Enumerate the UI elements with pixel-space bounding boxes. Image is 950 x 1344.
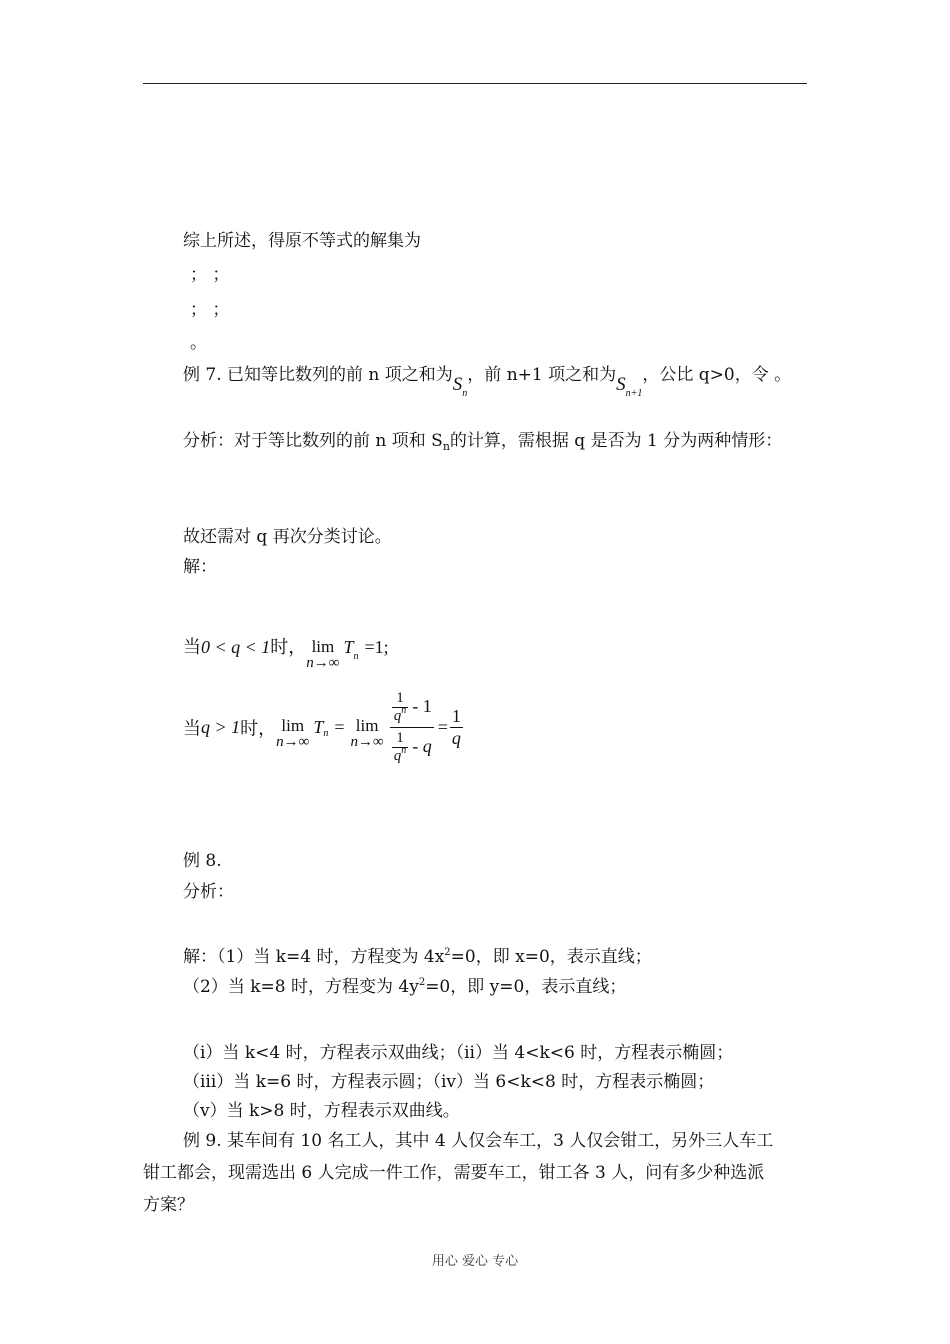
solution-8-line-2 [183,976,626,1001]
num-inner-top: 1 [392,690,409,708]
sn1-subscript: n+1 [625,388,643,399]
case-1-limit [306,639,339,671]
summary-text: 综上所述，得原不等式的解集为 [183,231,421,251]
den-inner-bottom [392,745,409,765]
analysis-7-text: 分析：对于等比数列的前 n 项和 S [183,431,443,451]
case-2-lim-word: lim [281,715,305,735]
num-inner-q: q [393,708,402,724]
den-inner-top: 1 [392,730,409,748]
num-inner-fraction [392,690,409,725]
case-8-line-1: （i）当 k<4 时，方程表示双曲线；（ii）当 4<k<6 时，方程表示椭圆； [183,1043,734,1063]
case-1-lim-word: lim [311,637,335,656]
solve-7-label: 解： [183,557,217,577]
case-2-equals-2: = [437,717,448,737]
analysis-7-subscript: n [442,440,450,453]
case-2-denominator [390,728,434,765]
case-2-formula [183,690,463,765]
sn-symbol [452,374,468,399]
case-1-condition: 0 < q < 1 [201,637,271,658]
case-1-lim-sub: n→∞ [306,655,340,671]
semicolon-line-1: ； ； [190,265,230,285]
den-inner-fraction [392,730,409,765]
case-1-result: =1; [364,637,389,658]
num-minus-one: - 1 [412,695,432,716]
den-minus-q: - q [412,735,432,756]
case-2-t: T [313,717,324,737]
result-denominator: q [451,728,461,748]
analysis-7 [183,430,782,454]
case-2-lim-sub: n→∞ [276,733,310,750]
case-8-line-2: （iii）当 k=6 时，方程表示圆；（iv）当 6<k<8 时，方程表示椭圆； [183,1072,715,1092]
sn1-symbol [616,374,643,399]
sol8-line2-rest: =0，即 y=0，表示直线； [425,977,627,997]
case-2-equals: = [334,717,345,737]
case-2-t-sub: n [323,728,329,739]
den-inner-q: q [393,748,402,764]
sn1-letter: S [616,374,626,395]
analysis-8-label: 分析： [183,882,234,902]
case-1-t-sub: n [353,651,359,663]
semicolon-line-2: ； ； [190,300,230,320]
example-9-line-1: 例 9. 某车间有 10 名工人，其中 4 人仅会车工，3 人仅会钳工，另外三人车工 [183,1131,774,1151]
case-8-line-3: （v）当 k>8 时，方程表示双曲线。 [183,1101,460,1121]
sol8-line1-sup: 2 [444,947,451,958]
num-inner-sup: n [401,705,407,716]
case-2-big-fraction [390,690,434,765]
period-line: 。 [190,333,207,353]
case-2-result-fraction [450,706,463,749]
example-8-label: 例 8. [183,851,222,871]
example-7-text-a: 例 7. 已知等比数列的前 n 项之和为 [183,365,453,385]
example-9-line-3: 方案？ [143,1195,194,1215]
sol8-line1-text: 解：（1）当 k=4 时，方程变为 4x [183,947,445,967]
case-2-limit-2 [350,715,384,750]
page-footer: 用心 爱心 专心 [431,1254,519,1269]
need-discuss-text: 故还需对 q 再次分类讨论。 [183,527,392,547]
example-7-text-c: ，公比 q>0，令 。 [642,365,792,385]
case-1-formula [183,633,389,671]
case-2-lim2-sub: n→∞ [350,733,384,750]
case-2-numerator [390,690,434,728]
den-inner-sup: n [401,745,407,756]
case-2-limit [276,715,310,750]
sol8-line2-sup: 2 [418,977,426,988]
analysis-7-rest: 的计算，需根据 q 是否为 1 分为两种情形： [449,431,783,451]
header-rule [143,83,807,84]
case-1-t: T [343,637,354,658]
example-7 [183,364,792,399]
example-9-line-2: 钳工都会，现需选出 6 人完成一件工作，需要车工，钳工各 3 人，问有多少种选派 [143,1163,765,1183]
case-2-lim2-word: lim [355,715,379,735]
num-inner-bottom [392,705,409,725]
case-2-prefix: 当 [183,718,201,739]
case-1-prefix: 当 [183,637,201,658]
case-2-when: 时， [240,718,277,739]
solution-8-line-1 [183,946,652,971]
sn-letter: S [452,374,463,395]
sn-subscript: n [462,388,468,399]
example-7-text-b: ，前 n+1 项之和为 [467,365,617,385]
sol8-line2-text: （2）当 k=8 时，方程变为 4y [183,977,419,997]
case-1-when: 时， [270,637,307,658]
case-2-condition: q > 1 [201,717,241,737]
sol8-line1-rest: =0，即 x=0，表示直线； [450,947,652,967]
result-numerator: 1 [451,706,461,726]
